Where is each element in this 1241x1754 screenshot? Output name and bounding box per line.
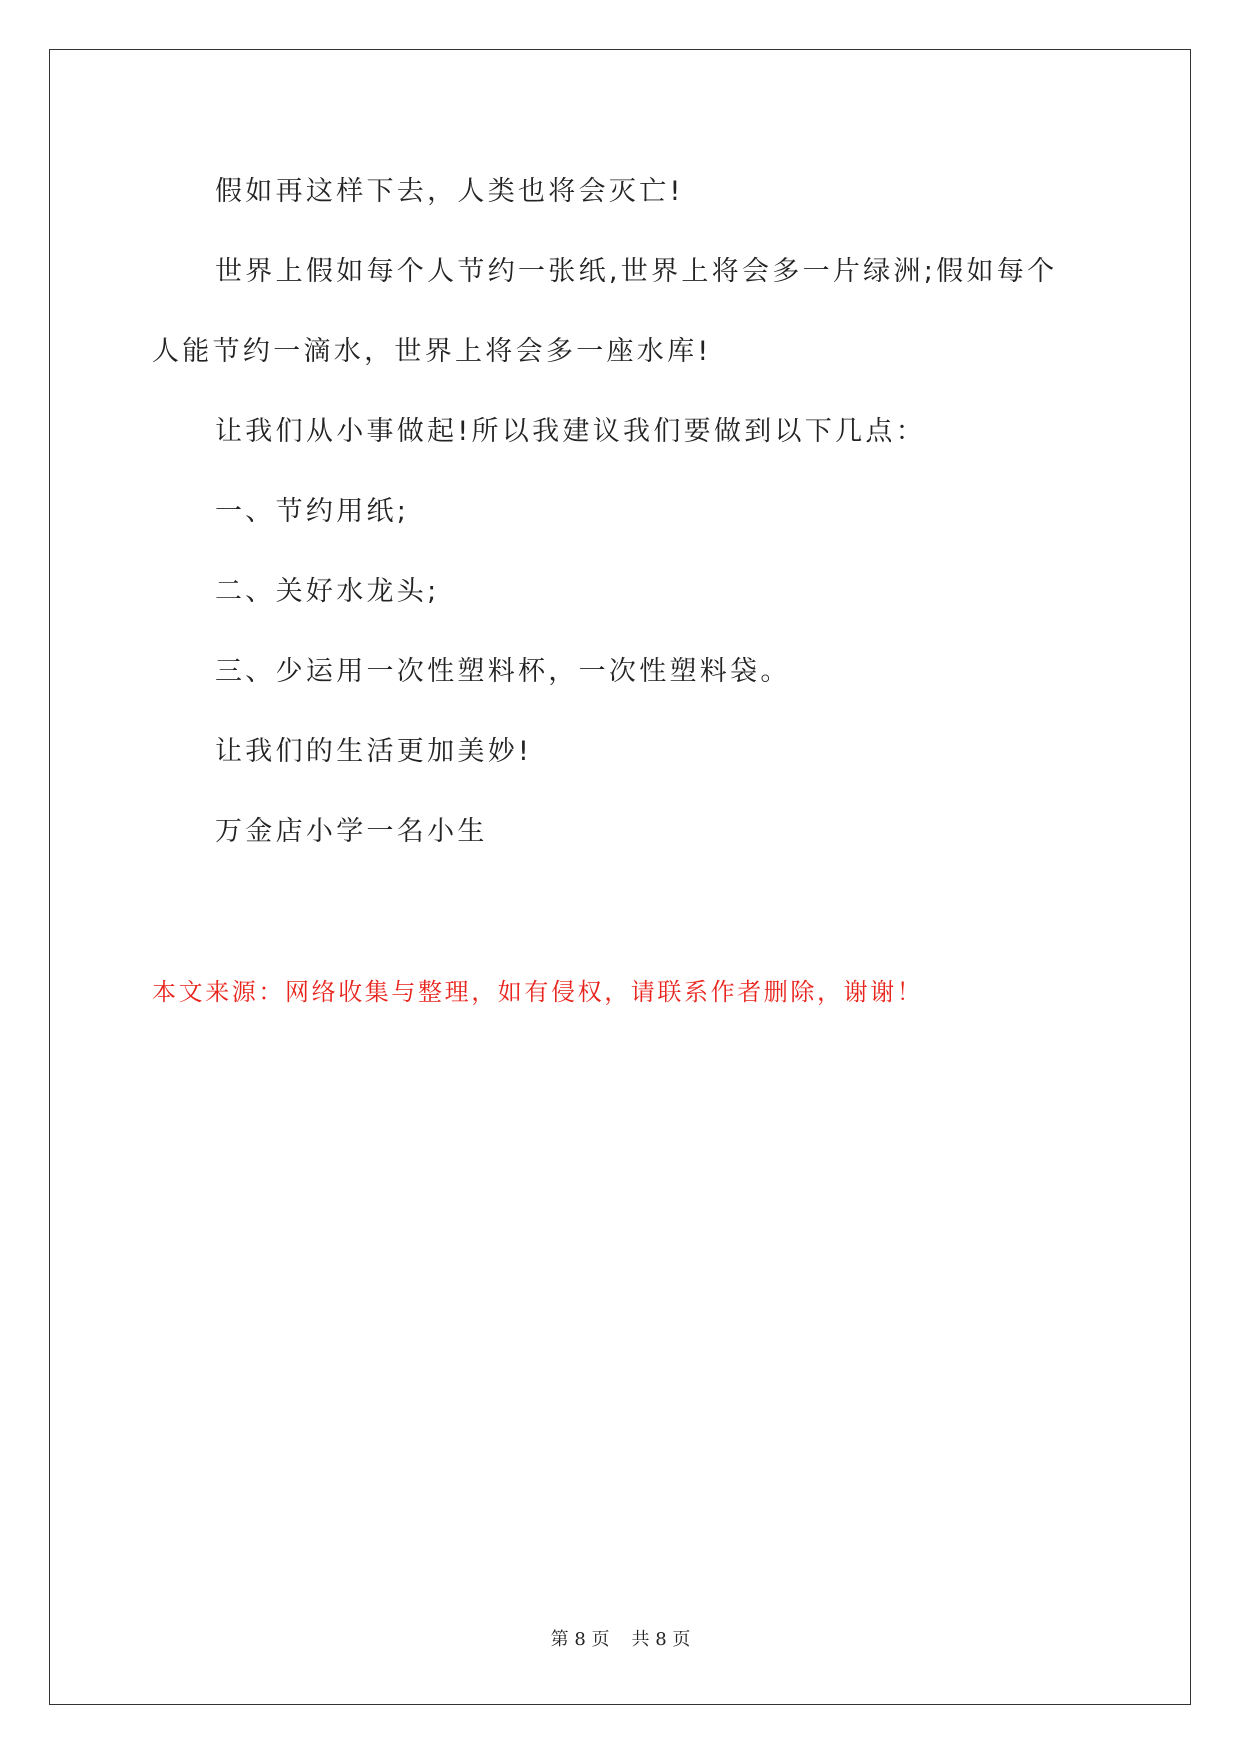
- paragraph-1: 假如再这样下去，人类也将会灭亡!: [215, 176, 684, 207]
- paragraph-2-line-2: 人能节约一滴水，世界上将会多一座水库!: [152, 336, 712, 367]
- source-note: 本文来源：网络收集与整理，如有侵权，请联系作者删除，谢谢！: [152, 978, 924, 1006]
- paragraph-2-line-1: 世界上假如每个人节约一张纸,世界上将会多一片绿洲;假如每个: [215, 256, 1058, 287]
- list-item-3: 三、少运用一次性塑料杯，一次性塑料袋。: [215, 656, 791, 687]
- page-number: 第 8 页: [550, 1629, 610, 1650]
- page-frame: [49, 49, 1191, 1705]
- list-item-2: 二、关好水龙头;: [215, 576, 440, 607]
- paragraph-closing: 让我们的生活更加美妙!: [215, 736, 533, 767]
- list-item-1: 一、节约用纸;: [215, 496, 410, 527]
- page-total: 共 8 页: [631, 1629, 691, 1650]
- paragraph-3: 让我们从小事做起!所以我建议我们要做到以下几点：: [215, 416, 927, 447]
- page-footer: [0, 1625, 1241, 1651]
- signature-line: 万金店小学一名小生: [215, 816, 488, 847]
